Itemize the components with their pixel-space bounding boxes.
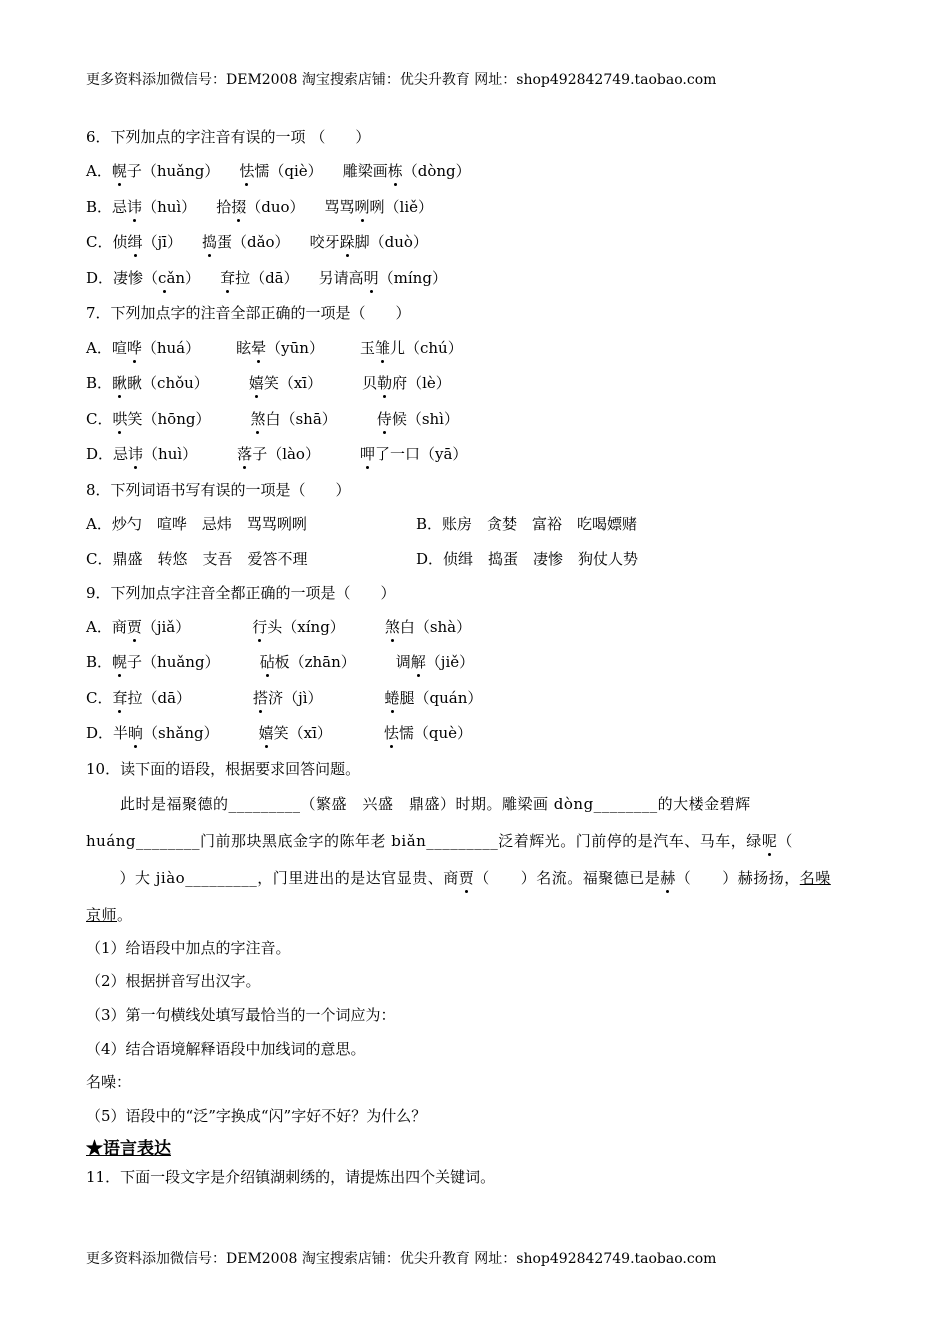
q8-option-d: D．侦缉 捣蛋 凄惨 狗仗人势: [416, 550, 639, 568]
q8-option-a: A．炒勺 喧哗 忌炜 骂骂咧咧: [86, 515, 307, 533]
q7-option-a: A．喧哗（huá） 眩晕（yūn） 玉雏儿（chú）: [86, 339, 463, 357]
q6-option-b: B．忌讳（huì） 拾掇（duo） 骂骂咧咧（liě）: [86, 198, 434, 216]
q9-option-a: A．商贾（jiǎ） 行头（xíng） 煞白（shà）: [86, 618, 472, 636]
q6-option-c: C．侦缉（jī） 捣蛋（dǎo） 咬牙跺脚（duò）: [86, 233, 428, 251]
q8-option-c: C．鼎盛 转悠 支吾 爱答不理: [86, 550, 308, 568]
q10-passage-line-2: huáng________门前那块黑底金字的陈年老 biǎn_________泛着辉光。门前停的是汽车、马车，绿呢（: [86, 832, 793, 850]
q10-passage-line-3: ）大 jiào_________，门里进出的是达官显贵、商贾（ ）名流。福聚德已是赫（ ）赫扬扬，名噪: [104, 869, 831, 887]
q10-sub-4-answer-label: 名噪：: [86, 1073, 132, 1091]
q9-option-b: B．幌子（huǎng） 砧板（zhān） 调解（jiě）: [86, 653, 475, 671]
q6-option-a: A．幌子（huǎng） 怯懦（qiè） 雕梁画栋（dòng）: [86, 162, 471, 180]
q10-sub-4: （4）结合语境解释语段中加线词的意思。: [86, 1040, 366, 1058]
q8-option-b: B．账房 贪婪 富裕 吃喝嫖赌: [416, 515, 638, 533]
q9-stem: 9．下列加点字注音全都正确的一项是（ ）: [86, 584, 396, 602]
q9-option-c: C．耷拉（dā） 搭济（jì） 蜷腿（quán）: [86, 689, 483, 707]
section-heading: ★语言表达: [86, 1139, 171, 1159]
page-header: 更多资料添加微信号：DEM2008 淘宝搜索店铺：优尖升教育 网址：shop492842749.taobao.com: [86, 72, 717, 88]
q7-option-c: C．哄笑（hōng） 煞白（shā） 侍候（shì）: [86, 410, 459, 428]
q10-sub-2: （2）根据拼音写出汉字。: [86, 972, 261, 990]
q11-stem: 11．下面一段文字是介绍镇湖刺绣的，请提炼出四个关键词。: [86, 1168, 496, 1186]
q7-option-d: D．忌讳（huì） 落子（lào） 呷了一口（yā）: [86, 445, 468, 463]
page-footer: 更多资料添加微信号：DEM2008 淘宝搜索店铺：优尖升教育 网址：shop492842749.taobao.com: [86, 1251, 717, 1267]
q6-stem: 6．下列加点的字注音有误的一项 （ ）: [86, 128, 371, 146]
q7-option-b: B．瞅瞅（chǒu） 嬉笑（xī） 贝勒府（lè）: [86, 374, 451, 392]
q9-option-d: D．半晌（shǎng） 嬉笑（xī） 怯懦（què）: [86, 724, 473, 742]
q6-option-d: D．凄惨（cǎn） 耷拉（dā） 另请高明（míng）: [86, 269, 447, 287]
q10-stem: 10．读下面的语段，根据要求回答问题。: [86, 760, 361, 778]
q7-stem: 7．下列加点字的注音全部正确的一项是（ ）: [86, 304, 411, 322]
underlined-term: 名噪: [799, 869, 831, 887]
q10-sub-1: （1）给语段中加点的字注音。: [86, 939, 291, 957]
q10-passage-line-4: 京师。: [86, 906, 133, 924]
q8-stem: 8．下列词语书写有误的一项是（ ）: [86, 481, 351, 499]
q10-sub-5: （5）语段中的“泛”字换成“闪”字好不好？为什么？: [86, 1107, 427, 1125]
q10-sub-3: （3）第一句横线处填写最恰当的一个词应为：: [86, 1006, 396, 1024]
q10-passage-line-1: 此时是福聚德的_________（繁盛 兴盛 鼎盛）时期。雕梁画 dòng________的大楼金碧辉: [120, 795, 751, 813]
